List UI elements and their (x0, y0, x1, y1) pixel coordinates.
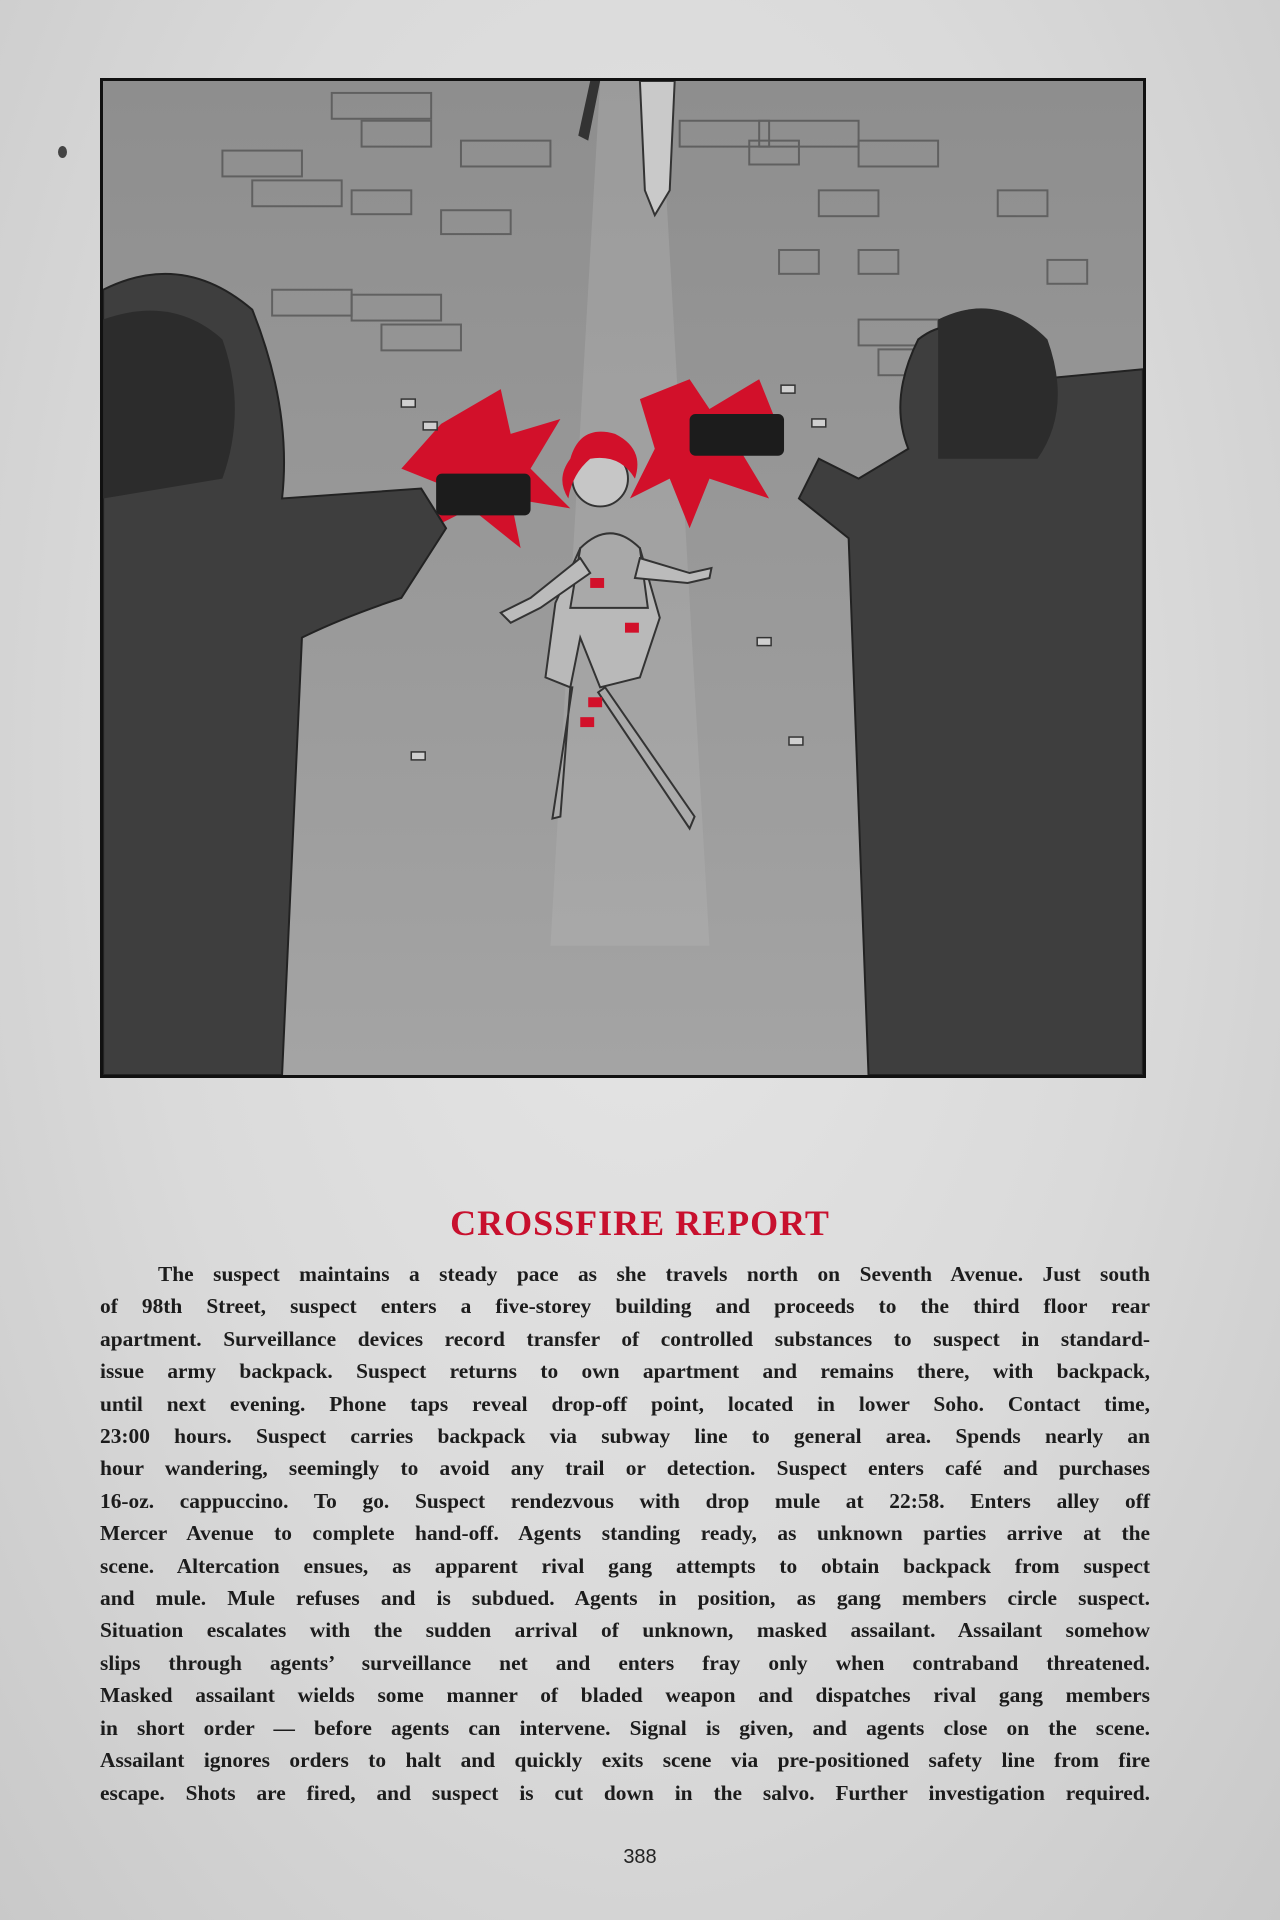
report-line: hour wandering, seemingly to avoid any trail or detection. Suspect enters café and purchases (100, 1456, 1150, 1481)
report-line: 23:00 hours. Suspect carries backpack via subway line to general area. Spends nearly an (100, 1424, 1150, 1449)
report-line: slips through agents’ surveillance net and enters fray only when contraband threatened. (100, 1650, 1150, 1675)
report-body (100, 1258, 1150, 1809)
report-line: 16-oz. cappuccino. To go. Suspect rendezvous with drop mule at 22:58. Enters alley off (100, 1488, 1150, 1513)
report-line: Mercer Avenue to complete hand-off. Agents standing ready, as unknown parties arrive at the (100, 1521, 1150, 1546)
report-line: The suspect maintains a steady pace as she travels north on Seventh Avenue. Just south (158, 1262, 1150, 1286)
report-line: Situation escalates with the sudden arrival of unknown, masked assailant. Assailant somehow (100, 1618, 1150, 1643)
report-line: in short order — before agents can intervene. Signal is given, and agents close on the scene. (100, 1715, 1150, 1740)
report-line: apartment. Surveillance devices record transfer of controlled substances to suspect in standard- (100, 1326, 1150, 1351)
report-line: until next evening. Phone taps reveal drop-off point, located in lower Soho. Contact time, (100, 1391, 1150, 1416)
illustration-panel (100, 78, 1146, 1078)
report-title: CROSSFIRE REPORT (450, 1203, 830, 1243)
report-line: of 98th Street, suspect enters a five-storey building and proceeds to the third floor rear (100, 1294, 1150, 1319)
report-line: escape. Shots are fired, and suspect is cut down in the salvo. Further investigation required. (100, 1780, 1150, 1805)
crossfire-illustration (103, 81, 1143, 1075)
report-line: Masked assailant wields some manner of bladed weapon and dispatches rival gang members (100, 1683, 1150, 1708)
report-line: Assailant ignores orders to halt and quickly exits scene via pre-positioned safety line from fire (100, 1748, 1150, 1773)
pistol-right (690, 414, 784, 456)
report-line: issue army backpack. Suspect returns to own apartment and remains there, with backpack, (100, 1359, 1150, 1384)
report-line: and mule. Mule refuses and is subdued. Agents in position, as gang members circle suspect. (100, 1586, 1150, 1611)
page-number: 388 (623, 1846, 657, 1868)
report-line: scene. Altercation ensues, as apparent rival gang attempts to obtain backpack from suspect (100, 1553, 1150, 1578)
paper-speck (58, 146, 67, 158)
pistol-left (436, 474, 530, 516)
